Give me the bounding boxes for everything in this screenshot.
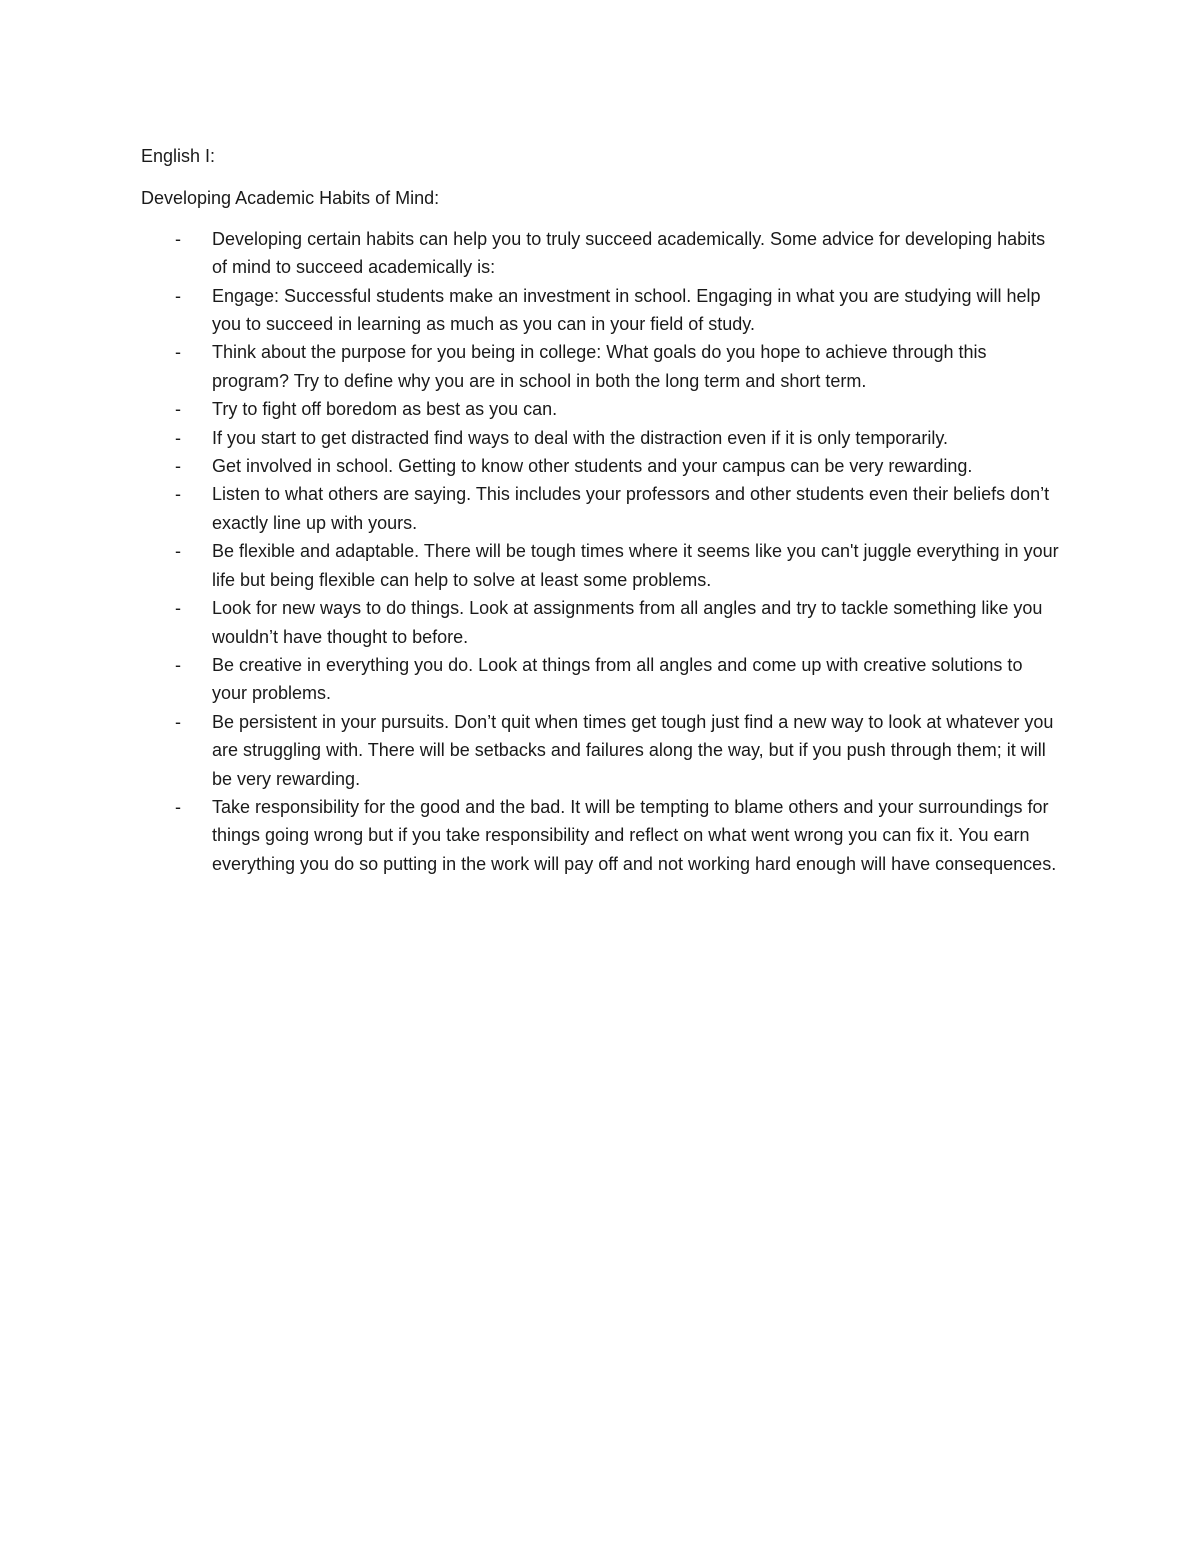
list-item [141,225,1061,282]
list-item-text: Developing certain habits can help you to truly succeed academically. Some advice for developing habits of mind to succeed academically is: [212,228,1046,278]
bullet-dash: - [175,484,181,505]
list-item [141,793,1061,878]
list-item [141,708,1061,793]
list-item [141,651,1061,708]
bullet-dash: - [175,427,181,448]
list-item [141,480,1061,537]
bullet-dash: - [175,228,181,249]
bullet-dash: - [175,342,181,363]
list-item-text: Engage: Successful students make an investment in school. Engaging in what you are studying will help you to succeed in learning as much as you can in your field of study. [212,285,1041,335]
bullet-dash: - [175,654,181,675]
bullet-dash: - [175,711,181,732]
list-item [141,282,1061,339]
list-item-text: Try to fight off boredom as best as you can. [212,399,558,420]
bullet-dash: - [175,598,181,619]
list-item-text: Be flexible and adaptable. There will be tough times where it seems like you can't juggle everything in your life but being flexible can help to solve at least some problems. [212,541,1059,590]
list-item-text: Think about the purpose for you being in college: What goals do you hope to achieve through this program? Try to define why you are in school in both the long term and short term. [212,342,987,391]
list-item-text: Look for new ways to do things. Look at assignments from all angles and try to tackle something like you wouldn’t have thought to before. [212,598,1043,647]
section-title: Developing Academic Habits of Mind: [141,188,440,209]
bullet-dash: - [175,399,181,420]
bullet-dash: - [175,541,181,562]
list-item-text: Be creative in everything you do. Look at things from all angles and come up with creative solutions to your problems. [212,654,1023,704]
list-item [141,594,1061,651]
bullet-dash: - [175,796,181,817]
bullet-dash: - [175,285,181,306]
list-item [141,395,1061,423]
list-item-text: Listen to what others are saying. This includes your professors and other students even their beliefs don’t exactly line up with yours. [212,484,1050,533]
list-item-text: If you start to get distracted find ways to deal with the distraction even if it is only temporarily. [212,427,949,448]
bullet-dash: - [175,456,181,477]
list-item-text: Get involved in school. Getting to know other students and your campus can be very rewarding. [212,456,973,477]
list-item-text: Be persistent in your pursuits. Don’t quit when times get tough just find a new way to look at whatever you are struggling with. There will be setbacks and failures along the way, but if you push through them; it will be very rewarding. [212,711,1054,789]
document-body [141,142,1061,878]
list-item [141,424,1061,452]
habits-list [141,225,1061,878]
list-item [141,338,1061,395]
list-item [141,537,1061,594]
course-title: English I: [141,146,216,166]
list-item-text: Take responsibility for the good and the bad. It will be tempting to blame others and your surroundings for things going wrong but if you take responsibility and reflect on what went wrong you can fix it. You earn everything you do so putting in the work will pay off and not working hard enough will have consequences. [212,796,1057,874]
list-item [141,452,1061,480]
